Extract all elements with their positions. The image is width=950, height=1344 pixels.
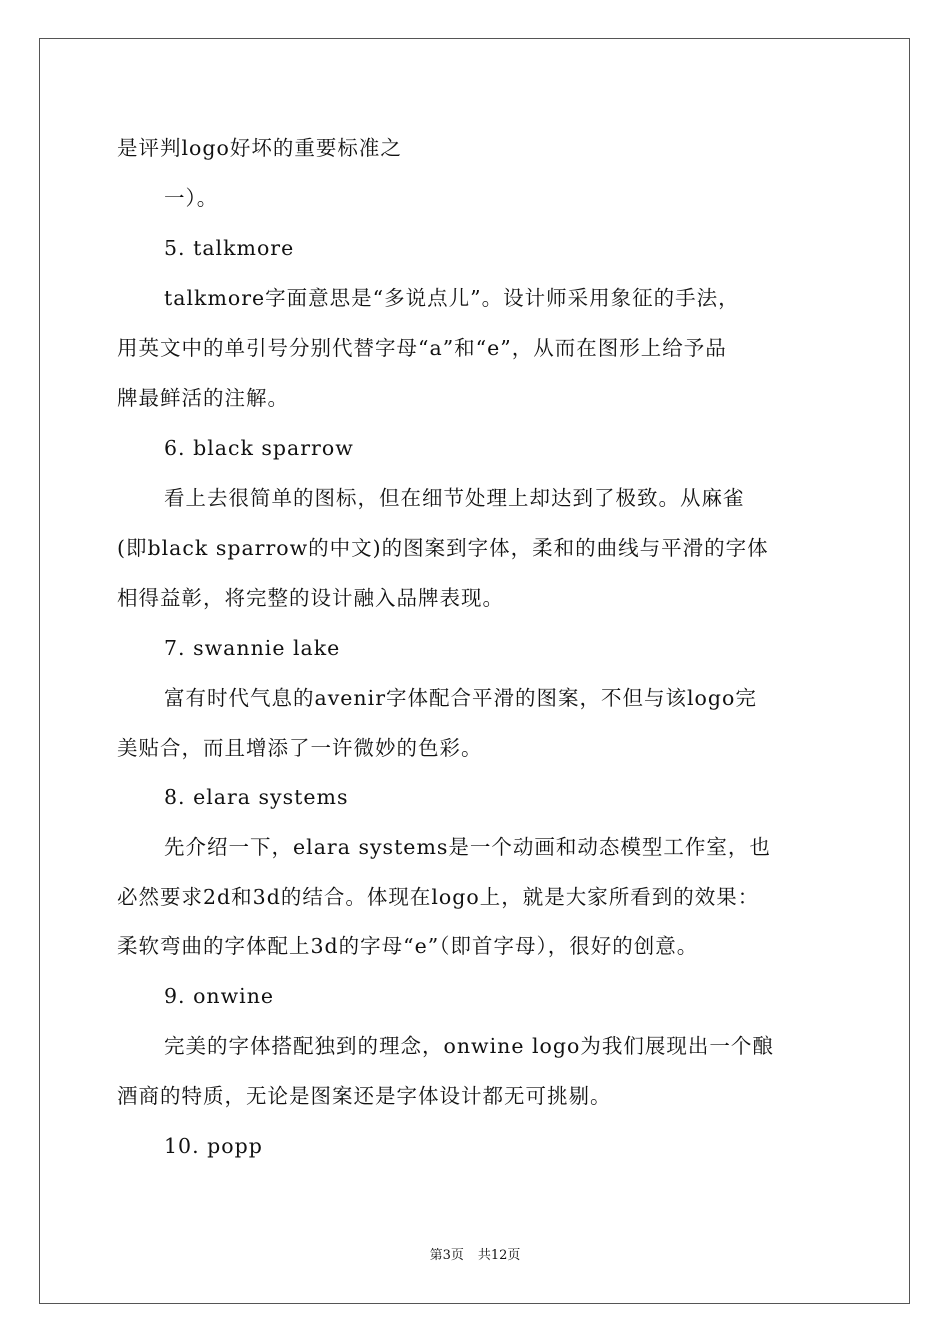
text-line: 必然要求2d和3d的结合。体现在logo上，就是大家所看到的效果： [117, 885, 760, 909]
section-heading-6: 6. black sparrow [164, 436, 354, 460]
section-heading-8: 8. elara systems [164, 785, 349, 809]
text-line: 美贴合，而且增添了一许微妙的色彩。 [117, 736, 483, 760]
page-border [39, 38, 910, 1304]
text-line: 看上去很简单的图标，但在细节处理上却达到了极致。从麻雀 [164, 486, 745, 510]
text-line: talkmore字面意思是“多说点儿”。设计师采用象征的手法， [164, 286, 740, 310]
text-line: 酒商的特质，无论是图案还是字体设计都无可挑剔。 [117, 1084, 612, 1108]
text-line: 牌最鲜活的注解。 [117, 386, 289, 410]
section-heading-5: 5. talkmore [164, 236, 295, 260]
text-line: 相得益彰，将完整的设计融入品牌表现。 [117, 586, 504, 610]
text-line: 用英文中的单引号分别代替字母“a”和“e”，从而在图形上给予品 [117, 336, 727, 360]
text-line: 先介绍一下，elara systems是一个动画和动态模型工作室，也 [164, 835, 771, 859]
page-number: 第3页 [429, 1248, 464, 1263]
text-line: 柔软弯曲的字体配上3d的字母“e”（即首字母），很好的创意。 [117, 934, 699, 958]
page-total: 共12页 [477, 1248, 521, 1263]
text-line: 完美的字体搭配独到的理念，onwine logo为我们展现出一个酿 [164, 1034, 774, 1058]
section-heading-10: 10. popp [164, 1134, 263, 1158]
text-line: 是评判logo好坏的重要标准之 [117, 136, 402, 160]
section-heading-7: 7. swannie lake [164, 636, 341, 660]
section-heading-9: 9. onwine [164, 984, 275, 1008]
text-line: (即black sparrow的中文)的图案到字体，柔和的曲线与平滑的字体 [117, 536, 769, 560]
page-footer [0, 1246, 950, 1266]
text-line: 一）。 [164, 186, 219, 210]
text-line: 富有时代气息的avenir字体配合平滑的图案，不但与该logo完 [164, 686, 757, 710]
